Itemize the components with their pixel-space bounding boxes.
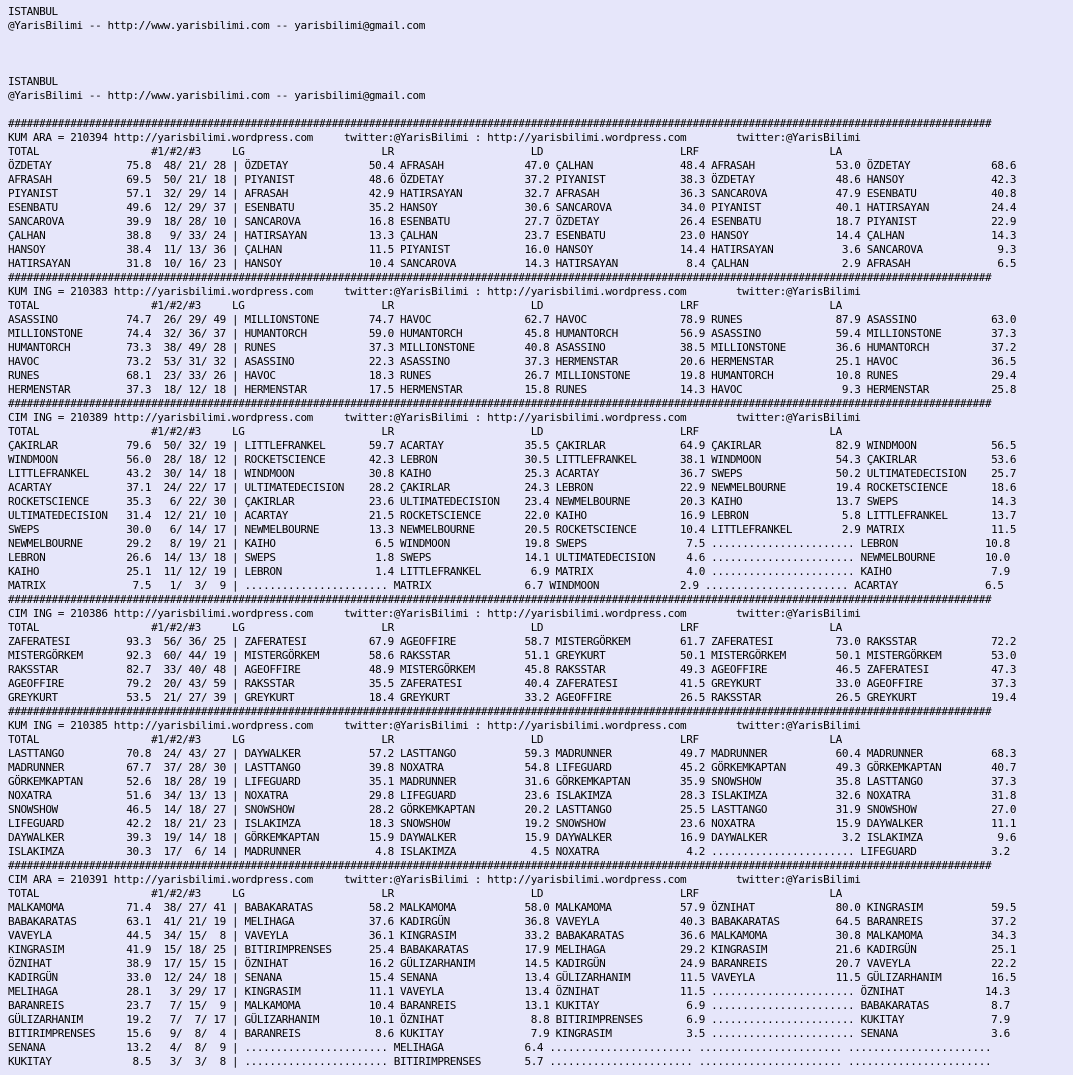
results-row: ÖZDETAY 75.8 48/ 21/ 28 | ÖZDETAY 50.4 AFRASAH 47.0 ÇALHAN 48.4 AFRASAH 53.0 ÖZDETAY 68.6 [8,159,1017,172]
results-row: NOXATRA 51.6 34/ 13/ 13 | NOXATRA 29.8 LIFEGUARD 23.6 ISLAKIMZA 28.3 ISLAKIMZA 32.6 NOXATRA 31.8 [8,789,1017,802]
column-header: TOTAL #1/#2/#3 LG LR LD LRF LA [8,887,842,900]
separator-line: ############################################################################################################################################################## [8,271,992,284]
results-row: HUMANTORCH 73.3 38/ 49/ 28 | RUNES 37.3 MILLIONSTONE 40.8 ASASSINO 38.5 MILLIONSTONE 36.6 HUMANTORCH 37.2 [8,341,1017,354]
results-row: KUKITAY 8.5 3/ 3/ 8 | ....................... BITIRIMPRENSES 5.7 ....................... ....................... ....................... [8,1055,992,1068]
separator-line: ############################################################################################################################################################## [8,593,992,606]
separator-line: ############################################################################################################################################################## [8,705,992,718]
results-row: KADIRGÜN 33.0 12/ 24/ 18 | SENANA 15.4 SENANA 13.4 GÜLIZARHANIM 11.5 VAVEYLA 11.5 GÜLIZARHANIM 16.5 [8,971,1017,984]
blank-line [8,33,1073,47]
results-row: GREYKURT 53.5 21/ 27/ 39 | GREYKURT 18.4 GREYKURT 33.2 AGEOFFIRE 26.5 RAKSSTAR 26.5 GREYKURT 19.4 [8,691,1017,704]
results-row: MELIHAGA 28.1 3/ 29/ 17 | KINGRASIM 11.1 VAVEYLA 13.4 ÖZNIHAT 11.5 ....................... ÖZNIHAT 14.3 [8,985,1010,998]
results-row: NEWMELBOURNE 29.2 8/ 19/ 21 | KAIHO 6.5 WINDMOON 19.8 SWEPS 7.5 ....................... LEBRON 10.8 [8,537,1010,550]
separator-line: ############################################################################################################################################################## [8,397,992,410]
results-row: GÖRKEMKAPTAN 52.6 18/ 28/ 19 | LIFEGUARD 35.1 MADRUNNER 31.6 GÖRKEMKAPTAN 35.9 SNOWSHOW 35.8 LASTTANGO 37.3 [8,775,1017,788]
results-row: ÇALHAN 38.8 9/ 33/ 24 | HATIRSAYAN 13.3 ÇALHAN 23.7 ESENBATU 23.0 HANSOY 14.4 ÇALHAN 14.3 [8,229,1017,242]
results-row: ULTIMATEDECISION 31.4 12/ 21/ 10 | ACARTAY 21.5 ROCKETSCIENCE 22.0 KAIHO 16.9 LEBRON 5.8 LITTLEFRANKEL 13.7 [8,509,1017,522]
results-row: GÜLIZARHANIM 19.2 7/ 7/ 17 | GÜLIZARHANIM 10.1 ÖZNIHAT 8.8 BITIRIMPRENSES 6.9 ....................... KUKITAY 7.9 [8,1013,1010,1026]
column-header: TOTAL #1/#2/#3 LG LR LD LRF LA [8,621,842,634]
blank-line [8,103,1073,117]
results-row: PIYANIST 57.1 32/ 29/ 14 | AFRASAH 42.9 HATIRSAYAN 32.7 AFRASAH 36.3 SANCAROVA 47.9 ESENBATU 40.8 [8,187,1017,200]
column-header: TOTAL #1/#2/#3 LG LR LD LRF LA [8,425,842,438]
results-row: ACARTAY 37.1 24/ 22/ 17 | ULTIMATEDECISION 28.2 ÇAKIRLAR 24.3 LEBRON 22.9 NEWMELBOURNE 19.4 ROCKETSCIENCE 18.6 [8,481,1017,494]
results-row: HERMENSTAR 37.3 18/ 12/ 18 | HERMENSTAR 17.5 HERMENSTAR 15.8 RUNES 14.3 HAVOC 9.3 HERMENSTAR 25.8 [8,383,1017,396]
race-header: KUM ARA = 210394 http://yarisbilimi.wordpress.com twitter:@YarisBilimi : http://yarisbilimi.wordpress.com twitter:@YarisBilimi [8,131,861,144]
results-row: KINGRASIM 41.9 15/ 18/ 25 | BITIRIMPRENSES 25.4 BABAKARATAS 17.9 MELIHAGA 29.2 KINGRASIM 21.6 KADIRGÜN 25.1 [8,943,1017,956]
column-header: TOTAL #1/#2/#3 LG LR LD LRF LA [8,145,842,158]
results-row: MISTERGÖRKEM 92.3 60/ 44/ 19 | MISTERGÖRKEM 58.6 RAKSSTAR 51.1 GREYKURT 50.1 MISTERGÖRKEM 50.1 MISTERGÖRKEM 53.0 [8,649,1017,662]
contact-line: @YarisBilimi -- http://www.yarisbilimi.com -- yarisbilimi@gmail.com [8,89,425,102]
results-row: HATIRSAYAN 31.8 10/ 16/ 23 | HANSOY 10.4 SANCAROVA 14.3 HATIRSAYAN 8.4 ÇALHAN 2.9 AFRASAH 6.5 [8,257,1017,270]
column-header: TOTAL #1/#2/#3 LG LR LD LRF LA [8,299,842,312]
results-row: MALKAMOMA 71.4 38/ 27/ 41 | BABAKARATAS 58.2 MALKAMOMA 58.0 MALKAMOMA 57.9 ÖZNIHAT 80.0 KINGRASIM 59.5 [8,901,1017,914]
results-row: LASTTANGO 70.8 24/ 43/ 27 | DAYWALKER 57.2 LASTTANGO 59.3 MADRUNNER 49.7 MADRUNNER 60.4 MADRUNNER 68.3 [8,747,1017,760]
results-row: MADRUNNER 67.7 37/ 28/ 30 | LASTTANGO 39.8 NOXATRA 54.8 LIFEGUARD 45.2 GÖRKEMKAPTAN 49.3 GÖRKEMKAPTAN 40.7 [8,761,1017,774]
results-row: RUNES 68.1 23/ 33/ 26 | HAVOC 18.3 RUNES 26.7 MILLIONSTONE 19.8 HUMANTORCH 10.8 RUNES 29.4 [8,369,1017,382]
results-row: SNOWSHOW 46.5 14/ 18/ 27 | SNOWSHOW 28.2 GÖRKEMKAPTAN 20.2 LASTTANGO 25.5 LASTTANGO 31.9 SNOWSHOW 27.0 [8,803,1017,816]
results-row: WINDMOON 56.0 28/ 18/ 12 | ROCKETSCIENCE 42.3 LEBRON 30.5 LITTLEFRANKEL 38.1 WINDMOON 54.3 ÇAKIRLAR 53.6 [8,453,1017,466]
results-row: AFRASAH 69.5 50/ 21/ 18 | PIYANIST 48.6 ÖZDETAY 37.2 PIYANIST 38.3 ÖZDETAY 48.6 HANSOY 42.3 [8,173,1017,186]
results-row: SWEPS 30.0 6/ 14/ 17 | NEWMELBOURNE 13.3 NEWMELBOURNE 20.5 ROCKETSCIENCE 10.4 LITTLEFRANKEL 2.9 MATRIX 11.5 [8,523,1017,536]
separator-line: ############################################################################################################################################################## [8,859,992,872]
results-row: VAVEYLA 44.5 34/ 15/ 8 | VAVEYLA 36.1 KINGRASIM 33.2 BABAKARATAS 36.6 MALKAMOMA 30.8 MALKAMOMA 34.3 [8,929,1017,942]
results-row: RAKSSTAR 82.7 33/ 40/ 48 | AGEOFFIRE 48.9 MISTERGÖRKEM 45.8 RAKSSTAR 49.3 AGEOFFIRE 46.5 ZAFERATESI 47.3 [8,663,1017,676]
results-row: MILLIONSTONE 74.4 32/ 36/ 37 | HUMANTORCH 59.0 HUMANTORCH 45.8 HUMANTORCH 56.9 ASASSINO 59.4 MILLIONSTONE 37.3 [8,327,1017,340]
results-row: LIFEGUARD 42.2 18/ 21/ 23 | ISLAKIMZA 18.3 SNOWSHOW 19.2 SNOWSHOW 23.6 NOXATRA 15.9 DAYWALKER 11.1 [8,817,1017,830]
results-row: AGEOFFIRE 79.2 20/ 43/ 59 | RAKSSTAR 35.5 ZAFERATESI 40.4 ZAFERATESI 41.5 GREYKURT 33.0 AGEOFFIRE 37.3 [8,677,1017,690]
race-header: CIM ING = 210389 http://yarisbilimi.wordpress.com twitter:@YarisBilimi : http://yarisbilimi.wordpress.com twitter:@YarisBilimi [8,411,861,424]
city-title: ISTANBUL [8,5,58,18]
race-header: KUM ING = 210383 http://yarisbilimi.wordpress.com twitter:@YarisBilimi : http://yarisbilimi.wordpress.com twitter:@YarisBilimi [8,285,861,298]
results-row: ESENBATU 49.6 12/ 29/ 37 | ESENBATU 35.2 HANSOY 30.6 SANCAROVA 34.0 PIYANIST 40.1 HATIRSAYAN 24.4 [8,201,1017,214]
blank-line [8,47,1073,61]
contact-line: @YarisBilimi -- http://www.yarisbilimi.com -- yarisbilimi@gmail.com [8,19,425,32]
results-row: LITTLEFRANKEL 43.2 30/ 14/ 18 | WINDMOON 30.8 KAIHO 25.3 ACARTAY 36.7 SWEPS 50.2 ULTIMATEDECISION 25.7 [8,467,1017,480]
results-row: ROCKETSCIENCE 35.3 6/ 22/ 30 | ÇAKIRLAR 23.6 ULTIMATEDECISION 23.4 NEWMELBOURNE 20.3 KAIHO 13.7 SWEPS 14.3 [8,495,1017,508]
results-row: ASASSINO 74.7 26/ 29/ 49 | MILLIONSTONE 74.7 HAVOC 62.7 HAVOC 78.9 RUNES 87.9 ASASSINO 63.0 [8,313,1017,326]
results-row: ISLAKIMZA 30.3 17/ 6/ 14 | MADRUNNER 4.8 ISLAKIMZA 4.5 NOXATRA 4.2 ....................... LIFEGUARD 3.2 [8,845,1010,858]
results-row: ÖZNIHAT 38.9 17/ 15/ 15 | ÖZNIHAT 16.2 GÜLIZARHANIM 14.5 KADIRGÜN 24.9 BARANREIS 20.7 VAVEYLA 22.2 [8,957,1017,970]
race-header: CIM ING = 210386 http://yarisbilimi.wordpress.com twitter:@YarisBilimi : http://yarisbilimi.wordpress.com twitter:@YarisBilimi [8,607,861,620]
results-row: ÇAKIRLAR 79.6 50/ 32/ 19 | LITTLEFRANKEL 59.7 ACARTAY 35.5 ÇAKIRLAR 64.9 ÇAKIRLAR 82.9 WINDMOON 56.5 [8,439,1017,452]
results-row: SENANA 13.2 4/ 8/ 9 | ....................... MELIHAGA 6.4 ....................... ....................... ....................... [8,1041,992,1054]
results-row: BITIRIMPRENSES 15.6 9/ 8/ 4 | BARANREIS 8.6 KUKITAY 7.9 KINGRASIM 3.5 ....................... SENANA 3.6 [8,1027,1010,1040]
results-row: KAIHO 25.1 11/ 12/ 19 | LEBRON 1.4 LITTLEFRANKEL 6.9 MATRIX 4.0 ....................... KAIHO 7.9 [8,565,1010,578]
city-title: ISTANBUL [8,75,58,88]
results-row: BABAKARATAS 63.1 41/ 21/ 19 | MELIHAGA 37.6 KADIRGÜN 36.8 VAVEYLA 40.3 BABAKARATAS 64.5 BARANREIS 37.2 [8,915,1017,928]
results-row: SANCAROVA 39.9 18/ 28/ 10 | SANCAROVA 16.8 ESENBATU 27.7 ÖZDETAY 26.4 ESENBATU 18.7 PIYANIST 22.9 [8,215,1017,228]
column-header: TOTAL #1/#2/#3 LG LR LD LRF LA [8,733,842,746]
results-row: BARANREIS 23.7 7/ 15/ 9 | MALKAMOMA 10.4 BARANREIS 13.1 KUKITAY 6.9 ....................... BABAKARATAS 8.7 [8,999,1010,1012]
race-header: KUM ING = 210385 http://yarisbilimi.wordpress.com twitter:@YarisBilimi : http://yarisbilimi.wordpress.com twitter:@YarisBilimi [8,719,861,732]
results-row: ZAFERATESI 93.3 56/ 36/ 25 | ZAFERATESI 67.9 AGEOFFIRE 58.7 MISTERGÖRKEM 61.7 ZAFERATESI 73.0 RAKSSTAR 72.2 [8,635,1017,648]
results-row: MATRIX 7.5 1/ 3/ 9 | ....................... MATRIX 6.7 WINDMOON 2.9 ....................... ACARTAY 6.5 [8,579,1004,592]
results-row: HANSOY 38.4 11/ 13/ 36 | ÇALHAN 11.5 PIYANIST 16.0 HANSOY 14.4 HATIRSAYAN 3.6 SANCAROVA 9.3 [8,243,1017,256]
results-row: DAYWALKER 39.3 19/ 14/ 18 | GÖRKEMKAPTAN 15.9 DAYWALKER 15.9 DAYWALKER 16.9 DAYWALKER 3.2 ISLAKIMZA 9.6 [8,831,1017,844]
blank-line [8,61,1073,75]
race-header: CIM ARA = 210391 http://yarisbilimi.wordpress.com twitter:@YarisBilimi : http://yarisbilimi.wordpress.com twitter:@YarisBilimi [8,873,861,886]
separator-line: ############################################################################################################################################################## [8,117,992,130]
results-row: HAVOC 73.2 53/ 31/ 32 | ASASSINO 22.3 ASASSINO 37.3 HERMENSTAR 20.6 HERMENSTAR 25.1 HAVOC 36.5 [8,355,1017,368]
results-row: LEBRON 26.6 14/ 13/ 18 | SWEPS 1.8 SWEPS 14.1 ULTIMATEDECISION 4.6 ....................... NEWMELBOURNE 10.0 [8,551,1010,564]
